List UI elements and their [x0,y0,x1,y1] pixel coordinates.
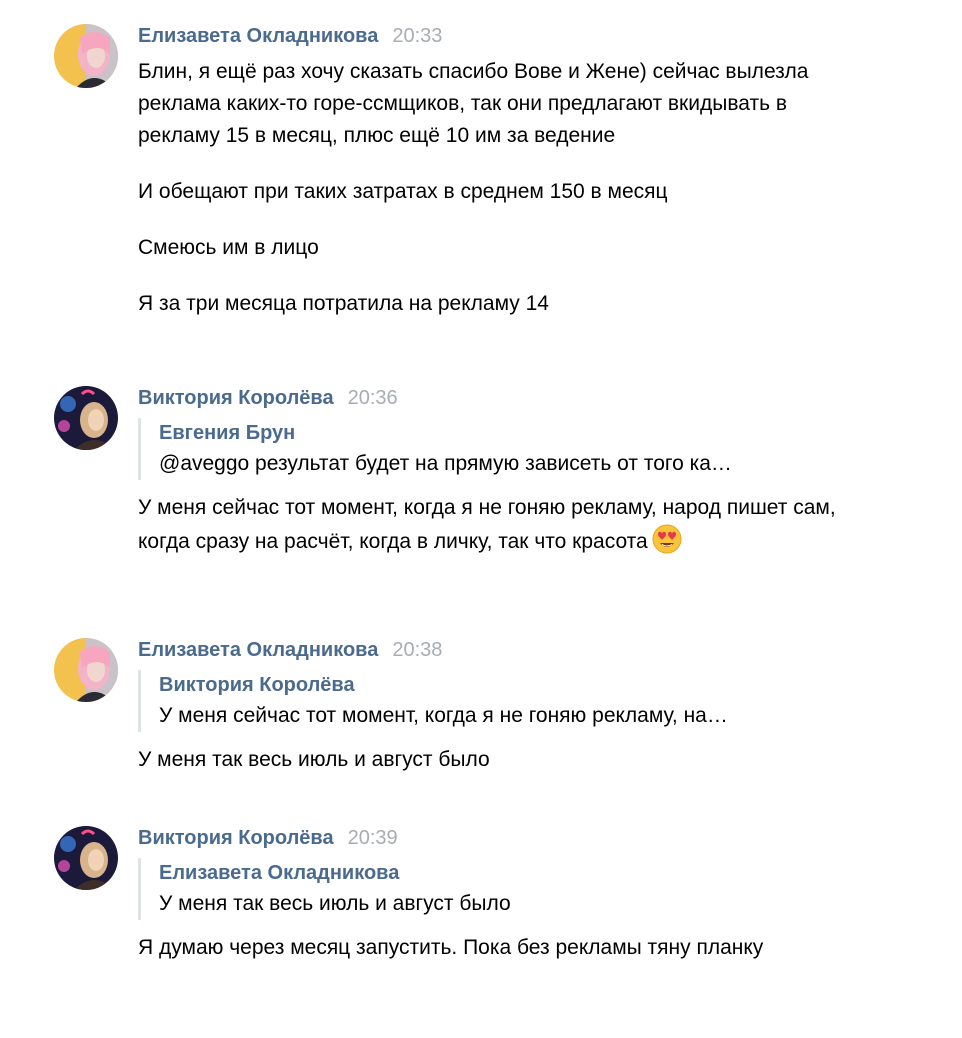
message-time: 20:33 [392,25,443,47]
message-time: 20:39 [347,827,398,849]
author-name[interactable]: Виктория Королёва [138,827,334,849]
quote-author: Елизавета Окладникова [159,862,400,884]
reply-quote[interactable] [138,418,858,480]
message-time: 20:38 [392,639,443,661]
quote-author: Евгения Брун [159,422,296,444]
avatar-viktoria-image [54,386,118,450]
message-text: И обещают при таких затратах в среднем 150 в месяц [138,180,668,203]
reply-quote[interactable] [138,670,858,732]
avatar[interactable] [54,386,118,450]
avatar-viktoria-image [54,826,118,890]
avatar[interactable] [54,826,118,890]
message-time: 20:36 [347,387,398,409]
quote-author: Виктория Королёва [159,674,355,696]
avatar[interactable] [54,24,118,88]
quote-text: @aveggo результат будет на прямую зависеть от того ка… [159,452,732,475]
avatar[interactable] [54,638,118,702]
author-name[interactable]: Елизавета Окладникова [138,25,379,47]
quote-text: У меня сейчас тот момент, когда я не гоняю рекламу, на… [159,704,728,727]
message-text: Я за три месяца потратила на рекламу 14 [138,292,549,315]
message-text: У меня сейчас тот момент, когда я не гоняю рекламу, народ пишет сам, когда сразу на расчёт, когда в личку, так что красота [138,496,836,553]
message-text: Я думаю через месяц запустить. Пока без рекламы тяну планку [138,936,764,959]
author-name[interactable]: Елизавета Окладникова [138,639,379,661]
avatar-elizaveta-image [54,638,118,702]
message-text: У меня так весь июль и август было [138,748,490,771]
quote-text: У меня так весь июль и август было [159,892,511,915]
message-text: Блин, я ещё раз хочу сказать спасибо Вове и Жене) сейчас вылезла реклама каких-то горе-ссмщиков, так они предлагают вкидывать в рекламу 15 в месяц, плюс ещё 10 им за ведение [138,60,809,147]
reply-quote[interactable] [138,858,858,920]
heart-eyes-emoji [652,524,682,554]
message-text: Смеюсь им в лицо [138,236,319,259]
avatar-elizaveta-image [54,24,118,88]
author-name[interactable]: Виктория Королёва [138,387,334,409]
